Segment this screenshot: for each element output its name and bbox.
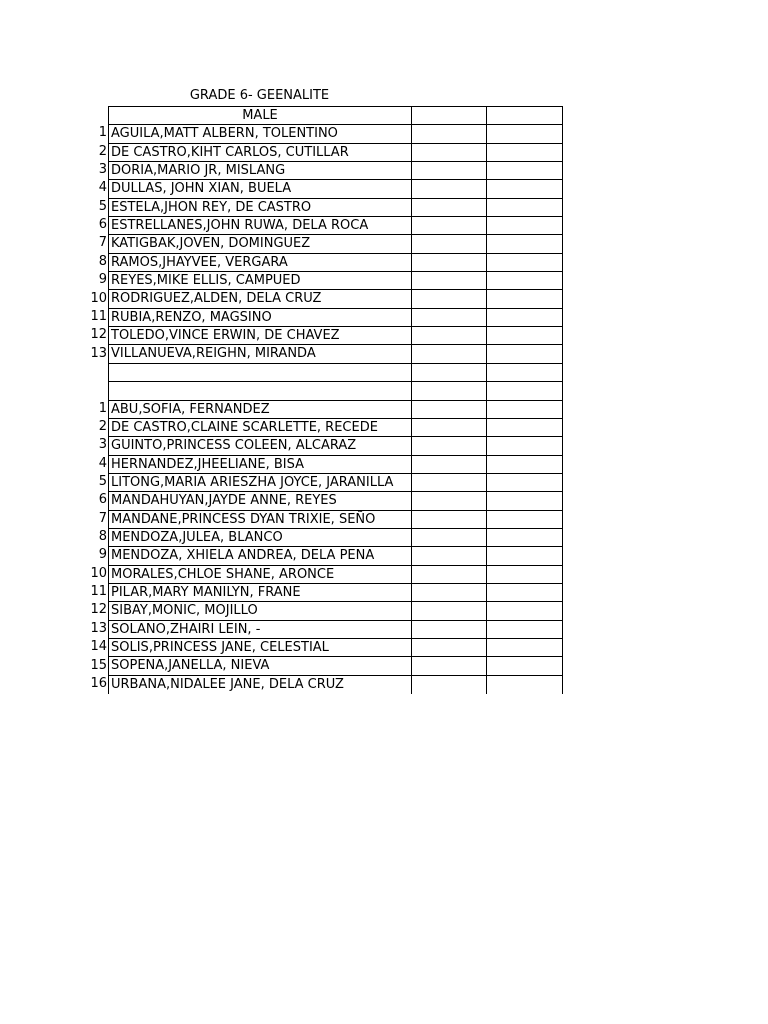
- row-number: 9: [98, 272, 107, 288]
- blank-cell: [487, 235, 563, 253]
- row-number: 7: [98, 510, 107, 526]
- blank-cell: [412, 327, 487, 345]
- blank-cell: [412, 125, 487, 143]
- table-row: [109, 639, 563, 657]
- blank-cell: [487, 639, 563, 657]
- row-number: 14: [90, 639, 107, 655]
- table-row: [109, 529, 563, 547]
- blank-cell: [412, 180, 487, 198]
- blank-cell: [487, 657, 563, 675]
- blank-cell: [487, 492, 563, 510]
- table-row: [109, 621, 563, 639]
- row-number: 6: [98, 217, 107, 233]
- blank-cell: [487, 602, 563, 620]
- blank-cell: [412, 290, 487, 308]
- table-row: [109, 419, 563, 437]
- student-name: DE CASTRO,CLAINE SCARLETTE, RECEDE: [109, 419, 412, 437]
- row-number: 1: [98, 125, 107, 141]
- table-row: [109, 602, 563, 620]
- student-name: RODRIGUEZ,ALDEN, DELA CRUZ: [109, 290, 412, 308]
- row-number: 5: [98, 198, 107, 214]
- student-name: TOLEDO,VINCE ERWIN, DE CHAVEZ: [109, 327, 412, 345]
- page-title: GRADE 6- GEENALITE: [189, 88, 330, 103]
- row-number: 11: [90, 308, 107, 324]
- blank-cell: [487, 529, 563, 547]
- blank-cell: [412, 492, 487, 510]
- blank-cell: [412, 107, 487, 125]
- student-name: HERNANDEZ,JHEELIANE, BISA: [109, 456, 412, 474]
- student-name: GUINTO,PRINCESS COLEEN, ALCARAZ: [109, 437, 412, 455]
- table-row: [109, 584, 563, 602]
- blank-cell: [487, 345, 563, 363]
- row-number: 8: [98, 529, 107, 545]
- table-row: [109, 657, 563, 675]
- student-name: URBANA,NIDALEE JANE, DELA CRUZ: [109, 676, 412, 694]
- table-row: [109, 254, 563, 272]
- blank-cell: [412, 566, 487, 584]
- blank-cell: [412, 657, 487, 675]
- row-number: 10: [90, 290, 107, 306]
- blank-cell: [487, 566, 563, 584]
- student-name: ABU,SOFIA, FERNANDEZ: [109, 401, 412, 419]
- blank-cell: [412, 511, 487, 529]
- table-row: [109, 272, 563, 290]
- blank-row: [109, 382, 563, 400]
- blank-cell: [487, 437, 563, 455]
- table-row: [109, 327, 563, 345]
- blank-cell: [109, 382, 412, 400]
- row-number: 13: [90, 345, 107, 361]
- blank-cell: [487, 327, 563, 345]
- blank-cell: [412, 401, 487, 419]
- table-row: [109, 162, 563, 180]
- blank-cell: [412, 309, 487, 327]
- blank-cell: [487, 217, 563, 235]
- student-name: MANDANE,PRINCESS DYAN TRIXIE, SEÑO: [109, 511, 412, 529]
- blank-cell: [412, 456, 487, 474]
- table-row: [109, 401, 563, 419]
- blank-cell: [412, 639, 487, 657]
- table-row: [109, 345, 563, 363]
- table-row: [109, 125, 563, 143]
- table-row: [109, 144, 563, 162]
- blank-cell: [487, 290, 563, 308]
- row-number: 4: [98, 180, 107, 196]
- blank-cell: [487, 456, 563, 474]
- student-name: DORIA,MARIO JR, MISLANG: [109, 162, 412, 180]
- blank-cell: [487, 584, 563, 602]
- student-name: SOPENA,JANELLA, NIEVA: [109, 657, 412, 675]
- blank-cell: [487, 272, 563, 290]
- blank-cell: [487, 125, 563, 143]
- blank-cell: [412, 144, 487, 162]
- row-number: 7: [98, 235, 107, 251]
- row-number: 12: [90, 327, 107, 343]
- student-name: KATIGBAK,JOVEN, DOMINGUEZ: [109, 235, 412, 253]
- blank-cell: [487, 419, 563, 437]
- student-name: RAMOS,JHAYVEE, VERGARA: [109, 254, 412, 272]
- table-row: [109, 199, 563, 217]
- blank-cell: [412, 162, 487, 180]
- student-name: ESTRELLANES,JOHN RUWA, DELA ROCA: [109, 217, 412, 235]
- blank-cell: [487, 547, 563, 565]
- student-name: DULLAS, JOHN XIAN, BUELA: [109, 180, 412, 198]
- student-name: ESTELA,JHON REY, DE CASTRO: [109, 199, 412, 217]
- blank-cell: [412, 547, 487, 565]
- row-number: 6: [98, 492, 107, 508]
- row-number: 15: [90, 657, 107, 673]
- blank-cell: [412, 235, 487, 253]
- blank-cell: [412, 254, 487, 272]
- student-name: MENDOZA,JULEA, BLANCO: [109, 529, 412, 547]
- student-name: SOLIS,PRINCESS JANE, CELESTIAL: [109, 639, 412, 657]
- male-header: MALE: [109, 107, 412, 125]
- blank-cell: [412, 199, 487, 217]
- blank-cell: [487, 474, 563, 492]
- blank-cell: [487, 180, 563, 198]
- blank-cell: [487, 364, 563, 382]
- student-name: LITONG,MARIA ARIESZHA JOYCE, JARANILLA: [109, 474, 412, 492]
- row-number: 4: [98, 455, 107, 471]
- row-number: 2: [98, 143, 107, 159]
- blank-cell: [487, 401, 563, 419]
- row-number: 13: [90, 620, 107, 636]
- table-row: [109, 217, 563, 235]
- blank-cell: [487, 107, 563, 125]
- blank-cell: [412, 621, 487, 639]
- blank-cell: [109, 364, 412, 382]
- blank-cell: [487, 511, 563, 529]
- table-row: [109, 492, 563, 510]
- table-row: [109, 474, 563, 492]
- row-number: 11: [90, 584, 107, 600]
- blank-cell: [412, 419, 487, 437]
- student-name: VILLANUEVA,REIGHN, MIRANDA: [109, 345, 412, 363]
- row-number: 3: [98, 162, 107, 178]
- student-name: SIBAY,MONIC, MOJILLO: [109, 602, 412, 620]
- blank-cell: [412, 382, 487, 400]
- blank-cell: [412, 474, 487, 492]
- blank-cell: [487, 382, 563, 400]
- student-name: RUBIA,RENZO, MAGSINO: [109, 309, 412, 327]
- blank-cell: [412, 217, 487, 235]
- student-name: MORALES,CHLOE SHANE, ARONCE: [109, 566, 412, 584]
- blank-cell: [412, 584, 487, 602]
- row-number: 2: [98, 418, 107, 434]
- row-number: 12: [90, 602, 107, 618]
- student-name: PILAR,MARY MANILYN, FRANE: [109, 584, 412, 602]
- table-row: [109, 290, 563, 308]
- student-name: AGUILA,MATT ALBERN, TOLENTINO: [109, 125, 412, 143]
- row-number: 3: [98, 437, 107, 453]
- class-list-table: [108, 106, 563, 694]
- table-header-row: [109, 107, 563, 125]
- blank-cell: [412, 529, 487, 547]
- blank-cell: [487, 254, 563, 272]
- blank-row: [109, 364, 563, 382]
- student-name: DE CASTRO,KIHT CARLOS, CUTILLAR: [109, 144, 412, 162]
- table-row: [109, 566, 563, 584]
- row-number: 5: [98, 474, 107, 489]
- blank-cell: [412, 272, 487, 290]
- blank-cell: [412, 437, 487, 455]
- table-row: [109, 547, 563, 565]
- blank-cell: [412, 345, 487, 363]
- blank-cell: [487, 676, 563, 694]
- student-name: REYES,MIKE ELLIS, CAMPUED: [109, 272, 412, 290]
- student-name: MENDOZA, XHIELA ANDREA, DELA PENA: [109, 547, 412, 565]
- table-row: [109, 437, 563, 455]
- blank-cell: [487, 162, 563, 180]
- blank-cell: [487, 144, 563, 162]
- table-row: [109, 676, 563, 694]
- table-row: [109, 180, 563, 198]
- table-row: [109, 456, 563, 474]
- student-name: SOLANO,ZHAIRI LEIN, -: [109, 621, 412, 639]
- row-number: 10: [90, 565, 107, 581]
- row-number: 16: [90, 675, 107, 691]
- row-number: 1: [98, 400, 107, 416]
- blank-cell: [487, 621, 563, 639]
- blank-cell: [487, 309, 563, 327]
- row-number: 9: [98, 547, 107, 563]
- student-name: MANDAHUYAN,JAYDE ANNE, REYES: [109, 492, 412, 510]
- table-row: [109, 235, 563, 253]
- blank-cell: [412, 364, 487, 382]
- table-row: [109, 309, 563, 327]
- row-number: 8: [98, 253, 107, 269]
- blank-cell: [412, 602, 487, 620]
- blank-cell: [412, 676, 487, 694]
- blank-cell: [487, 199, 563, 217]
- table-row: [109, 511, 563, 529]
